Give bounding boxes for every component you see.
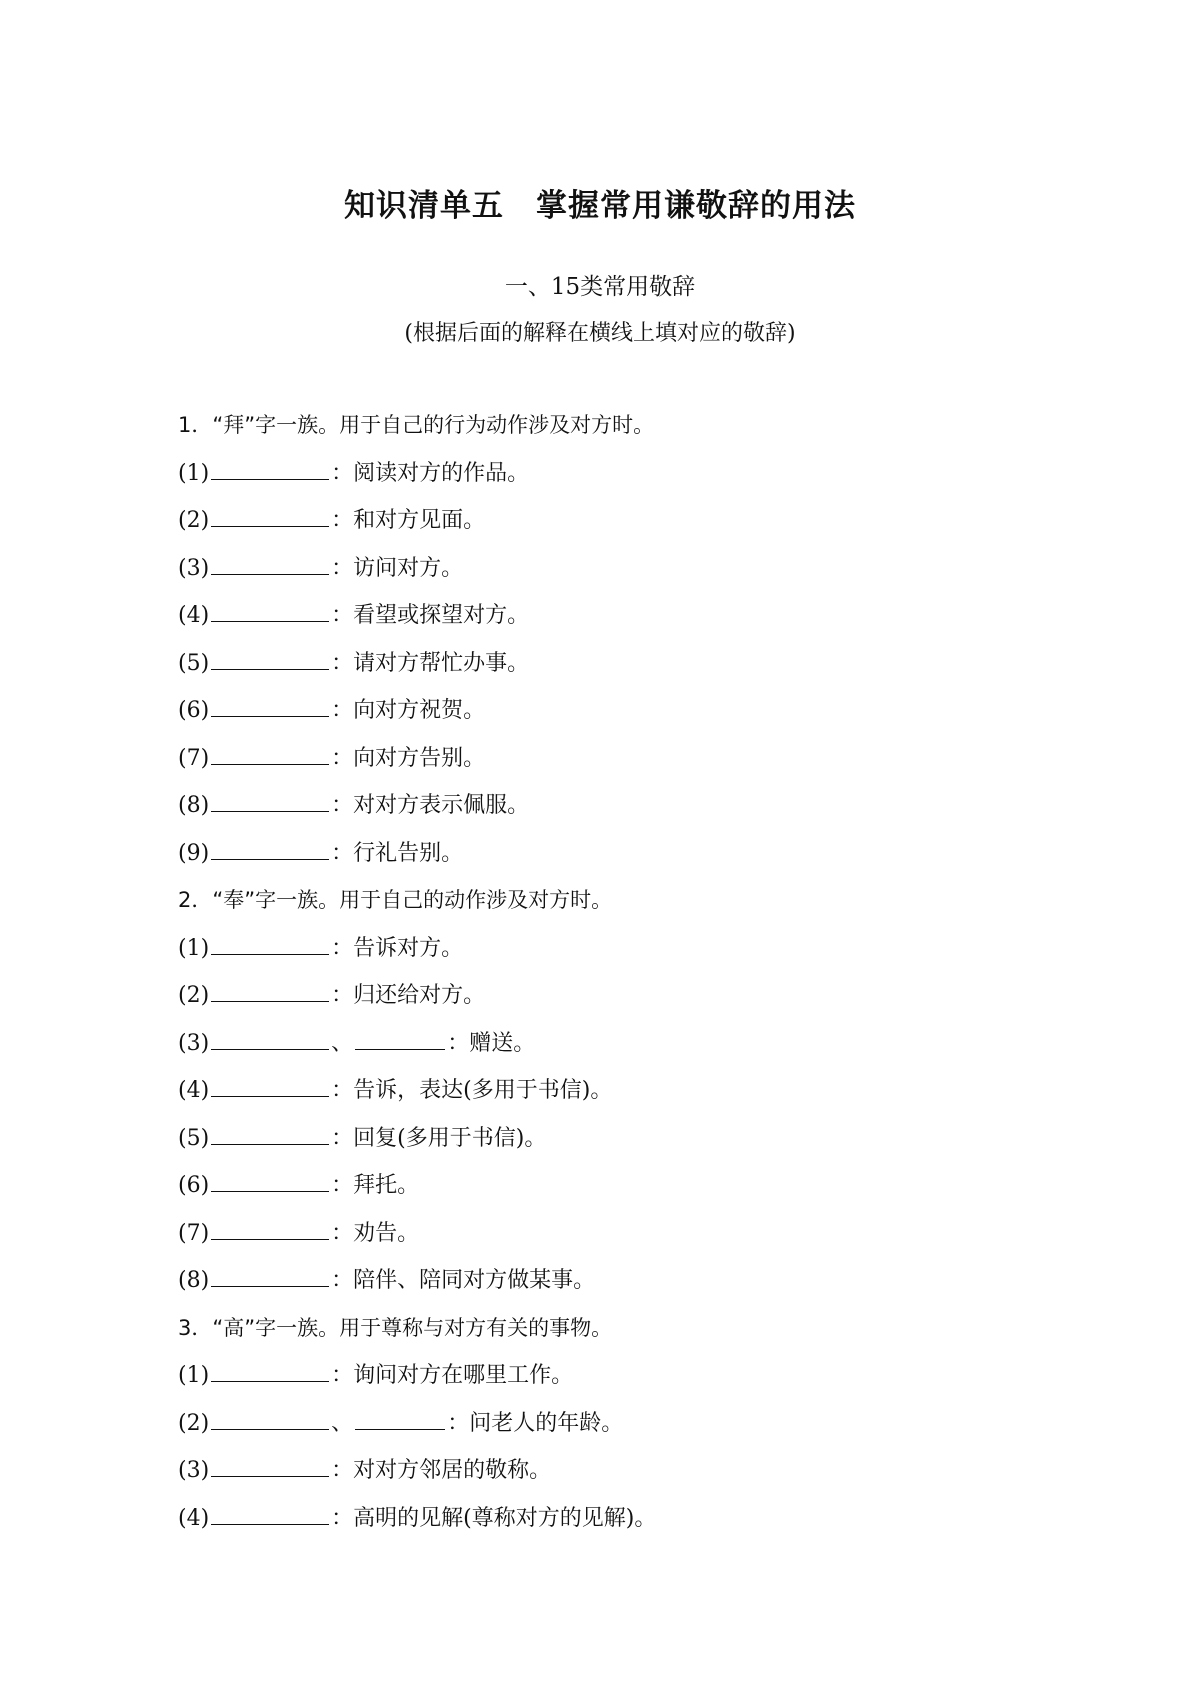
fill-in-blank[interactable] [211,500,329,527]
item-explanation: ：向对方告别。 [331,745,486,771]
item-explanation: ：陪伴、陪同对方做某事。 [331,1268,596,1293]
item-explanation: ：归还给对方。 [331,983,486,1008]
item-explanation: ：询问对方在哪里工作。 [331,1363,574,1388]
fill-in-blank[interactable] [211,1403,329,1430]
item-number: (3) [178,555,210,581]
item-explanation: ：高明的见解(尊称对方的见解)。 [331,1505,657,1531]
item-number: (5) [178,1125,210,1151]
question-item [178,925,1138,973]
question-item [178,1210,1138,1258]
fill-in-blank[interactable] [211,1213,329,1240]
fill-in-blank[interactable] [211,975,329,1002]
fill-in-blank[interactable] [211,1260,329,1287]
question-item [178,1020,1138,1068]
question-item [178,830,1138,878]
question-item [178,972,1138,1020]
fill-in-blank[interactable] [211,1165,329,1192]
item-number: (2) [178,983,210,1008]
fill-in-blank[interactable] [355,1403,445,1430]
item-explanation: ：劝告。 [331,1220,420,1246]
item-number: (9) [178,840,210,866]
item-explanation: ：请对方帮忙办事。 [331,650,530,676]
item-number: (4) [178,1078,210,1103]
item-number: (1) [178,1363,210,1388]
item-explanation: ：拜托。 [331,1173,420,1198]
fill-in-blank[interactable] [211,1023,329,1050]
fill-in-blank[interactable] [211,595,329,622]
question-item [178,1257,1138,1305]
item-explanation: ：看望或探望对方。 [331,603,530,628]
fill-in-blank[interactable] [211,785,329,812]
section-heading-text: “拜”字一族。用于自己的行为动作涉及对方时。 [212,413,655,437]
item-number: (7) [178,1220,210,1246]
item-explanation: ：告诉对方。 [331,935,464,961]
fill-in-blank[interactable] [211,833,329,860]
question-item [178,450,1138,498]
fill-in-blank[interactable] [211,1498,329,1525]
question-item [178,1115,1138,1163]
section-heading-text: “高”字一族。用于尊称与对方有关的事物。 [212,1315,613,1340]
page-title: 知识清单五 掌握常用谦敬辞的用法 [344,188,856,224]
item-explanation: ：告诉，表达(多用于书信)。 [331,1078,613,1103]
fill-in-blank[interactable] [211,548,329,575]
question-item [178,592,1138,640]
section-number: 3． [178,1315,213,1340]
blank-separator: 、 [331,1030,354,1056]
item-explanation: ：对对方表示佩服。 [331,793,530,818]
fill-in-blank[interactable] [211,453,329,480]
section-number: 1． [178,413,213,437]
question-item [178,735,1138,783]
question-item [178,1352,1138,1400]
instruction-note: (根据后面的解释在横线上填对应的敬辞) [404,321,796,346]
question-list [178,402,1138,1542]
section-heading-text: “奉”字一族。用于自己的动作涉及对方时。 [212,888,613,912]
item-explanation: ：阅读对方的作品。 [331,460,530,486]
item-number: (4) [178,1505,210,1531]
fill-in-blank[interactable] [355,1023,445,1050]
item-explanation: ：赠送。 [447,1030,536,1056]
fill-in-blank[interactable] [211,928,329,955]
fill-in-blank[interactable] [211,1450,329,1477]
item-explanation: ：行礼告别。 [331,840,464,866]
fill-in-blank[interactable] [211,643,329,670]
question-item [178,545,1138,593]
section-number: 2． [178,888,213,912]
question-item [178,1447,1138,1495]
fill-in-blank[interactable] [211,1355,329,1382]
fill-in-blank[interactable] [211,1118,329,1145]
item-number: (3) [178,1030,210,1056]
section-subtitle: 一、15类常用敬辞 [504,274,696,300]
item-number: (4) [178,603,210,628]
item-explanation: ：回复(多用于书信)。 [331,1125,547,1151]
item-number: (2) [178,508,210,533]
section-heading [178,1305,1138,1353]
question-item [178,1067,1138,1115]
item-number: (7) [178,745,210,771]
section-heading [178,402,1138,450]
question-item [178,782,1138,830]
blank-separator: 、 [331,1410,354,1436]
question-item [178,687,1138,735]
item-number: (1) [178,460,210,486]
item-number: (2) [178,1410,210,1436]
item-explanation: ：问老人的年龄。 [447,1410,624,1436]
fill-in-blank[interactable] [211,1070,329,1097]
item-explanation: ：对对方邻居的敬称。 [331,1458,552,1483]
question-item [178,640,1138,688]
item-explanation: ：访问对方。 [331,555,464,581]
question-item [178,497,1138,545]
section-heading [178,877,1138,925]
question-item [178,1162,1138,1210]
item-number: (5) [178,650,210,676]
item-number: (8) [178,1268,210,1293]
item-number: (3) [178,1458,210,1483]
question-item [178,1400,1138,1448]
question-item [178,1495,1138,1543]
item-explanation: ：向对方祝贺。 [331,698,486,723]
fill-in-blank[interactable] [211,690,329,717]
item-number: (6) [178,698,210,723]
item-number: (6) [178,1173,210,1198]
fill-in-blank[interactable] [211,738,329,765]
item-explanation: ：和对方见面。 [331,508,486,533]
item-number: (8) [178,793,210,818]
item-number: (1) [178,935,210,961]
